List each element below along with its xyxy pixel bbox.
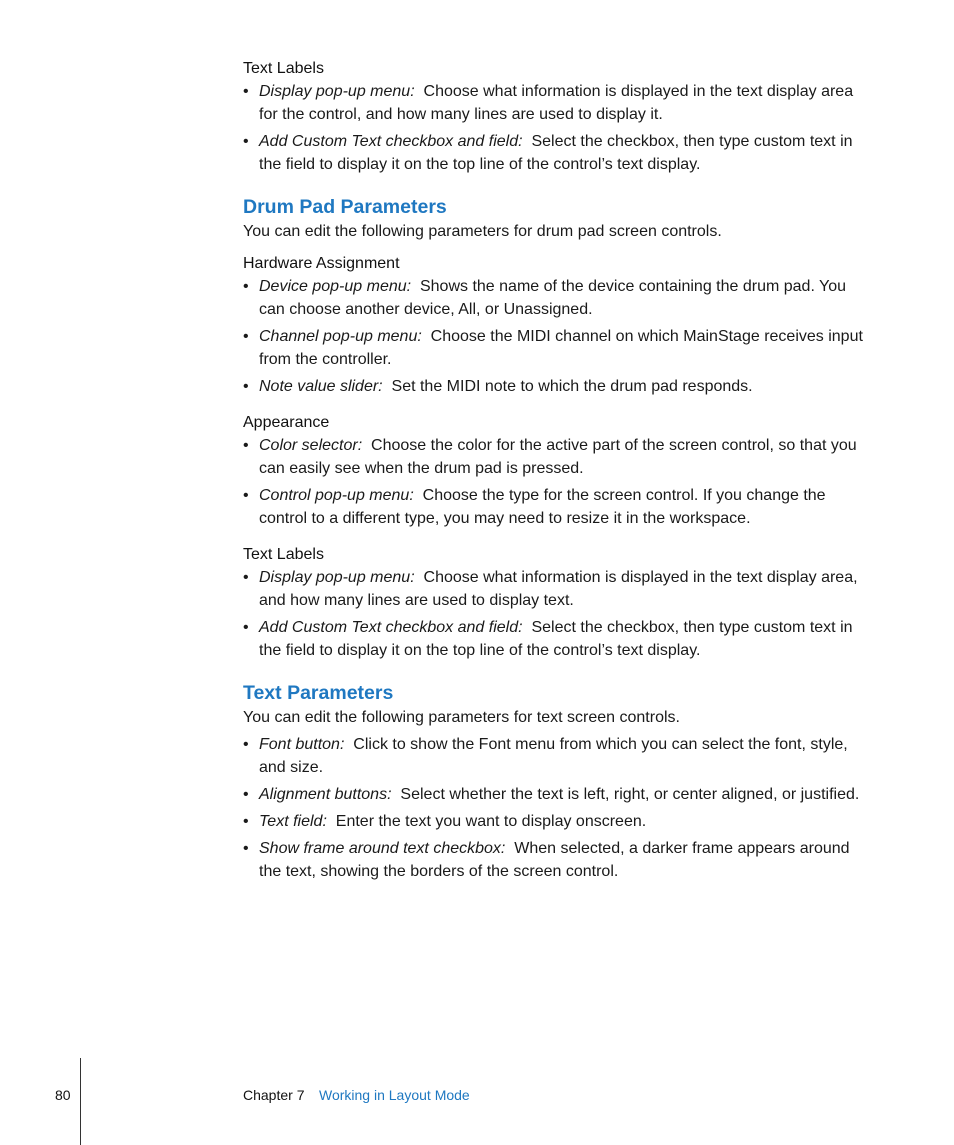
- list-item: • Show frame around text checkbox: When selected, a darker frame appears around the text, showing the borders of the screen control.: [243, 837, 873, 883]
- subhead-text-labels: Text Labels: [243, 546, 324, 563]
- subhead-hardware-assignment: Hardware Assignment: [243, 255, 400, 272]
- bullet-icon: •: [243, 133, 249, 150]
- bullet-list: [243, 434, 873, 530]
- section-intro: You can edit the following parameters for text screen controls.: [243, 709, 680, 726]
- list-item: • Color selector: Choose the color for the active part of the screen control, so that you can easily see when the drum pad is pressed.: [243, 434, 873, 480]
- bullet-icon: •: [243, 437, 249, 454]
- bullet-list: [243, 275, 873, 398]
- bullet-icon: •: [243, 378, 249, 395]
- bullet-list: [243, 80, 873, 176]
- section-intro: You can edit the following parameters for drum pad screen controls.: [243, 223, 722, 240]
- list-item: • Display pop-up menu: Choose what information is displayed in the text display area, and how many lines are used to display text.: [243, 566, 873, 612]
- list-item: • Alignment buttons: Select whether the text is left, right, or center aligned, or justified.: [243, 783, 873, 806]
- list-item: • Text field: Enter the text you want to display onscreen.: [243, 810, 873, 833]
- list-item: • Note value slider: Set the MIDI note to which the drum pad responds.: [243, 375, 873, 398]
- footer-chapter: Chapter 7: [243, 1087, 305, 1103]
- list-item: • Display pop-up menu: Choose what information is displayed in the text display area for the control, and how many lines are used to display it.: [243, 80, 873, 126]
- bullet-icon: •: [243, 278, 249, 295]
- subhead-appearance: Appearance: [243, 414, 330, 431]
- bullet-list: [243, 733, 873, 883]
- list-item: • Add Custom Text checkbox and field: Select the checkbox, then type custom text in the field to display it on the top line of the control’s text display.: [243, 616, 873, 662]
- bullet-icon: •: [243, 569, 249, 586]
- footer-chapter-title: Working in Layout Mode: [319, 1087, 470, 1103]
- bullet-icon: •: [243, 840, 249, 857]
- section-title-drum-pad: Drum Pad Parameters: [243, 196, 447, 218]
- bullet-icon: •: [243, 786, 249, 803]
- bullet-icon: •: [243, 487, 249, 504]
- page-number: 80: [55, 1087, 71, 1103]
- list-item: • Font button: Click to show the Font menu from which you can select the font, style, and size.: [243, 733, 873, 779]
- bullet-list: [243, 566, 873, 662]
- list-item: • Channel pop-up menu: Choose the MIDI channel on which MainStage receives input from the controller.: [243, 325, 873, 371]
- list-item: • Device pop-up menu: Shows the name of the device containing the drum pad. You can choose another device, All, or Unassigned.: [243, 275, 873, 321]
- page-content: [243, 58, 873, 887]
- footer-divider: [80, 1058, 81, 1145]
- list-item: • Control pop-up menu: Choose the type for the screen control. If you change the control to a different type, you may need to resize it in the workspace.: [243, 484, 873, 530]
- bullet-icon: •: [243, 83, 249, 100]
- bullet-icon: •: [243, 813, 249, 830]
- section-title-text-parameters: Text Parameters: [243, 682, 394, 704]
- subhead-text-labels: Text Labels: [243, 60, 324, 77]
- list-item: • Add Custom Text checkbox and field: Select the checkbox, then type custom text in the field to display it on the top line of the control’s text display.: [243, 130, 873, 176]
- bullet-icon: •: [243, 328, 249, 345]
- bullet-icon: •: [243, 736, 249, 753]
- bullet-icon: •: [243, 619, 249, 636]
